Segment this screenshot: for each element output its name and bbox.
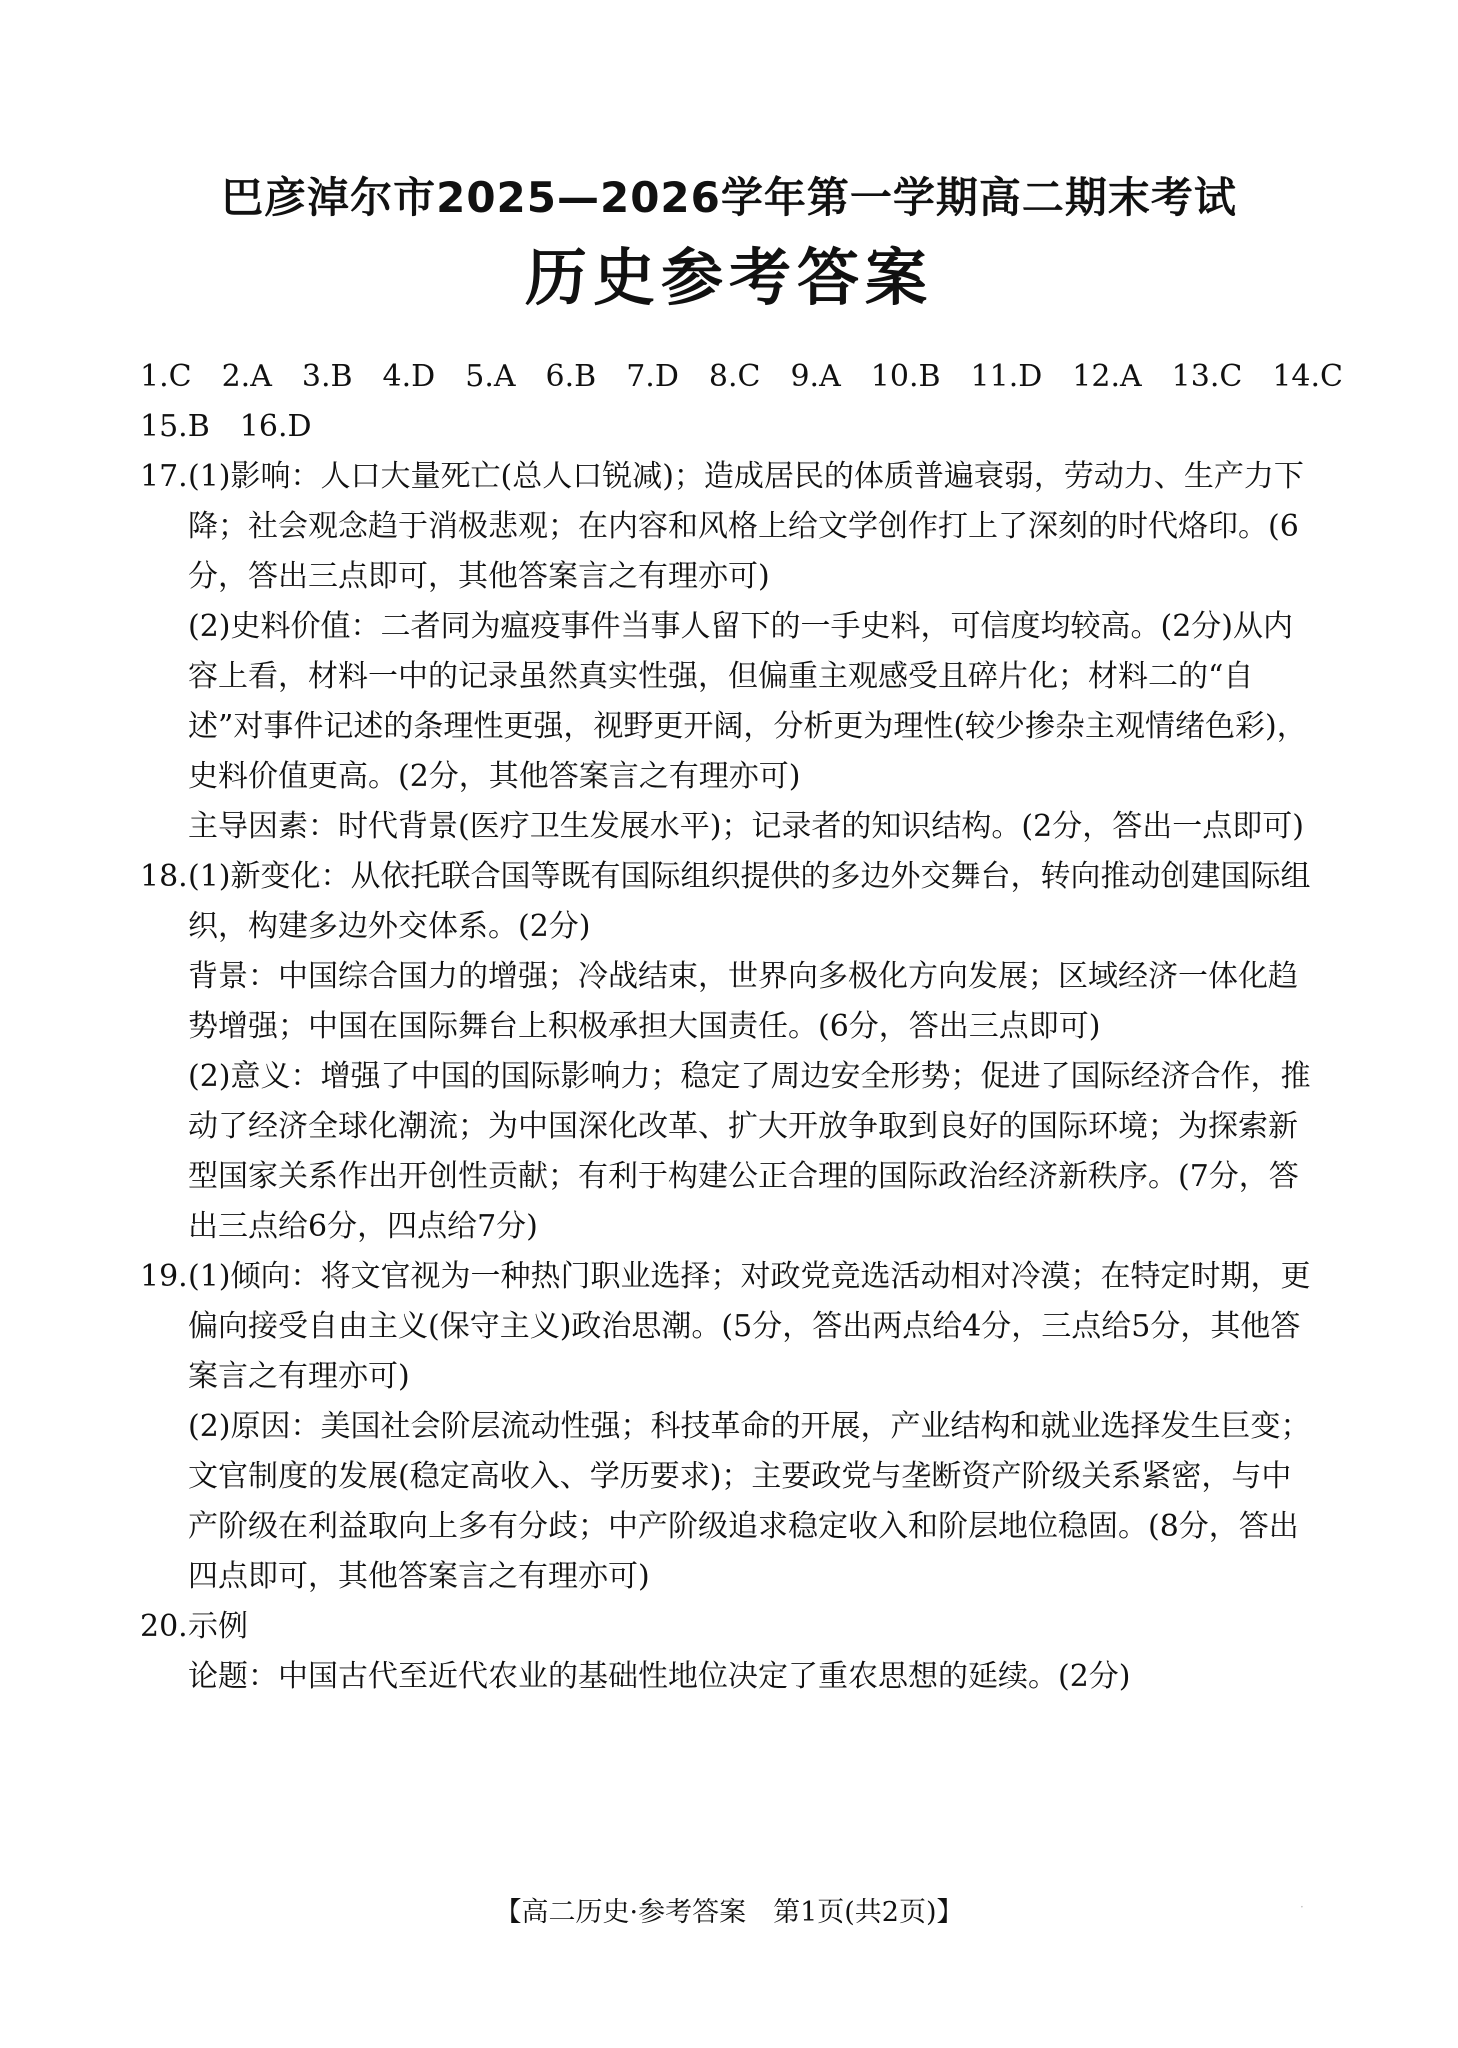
mc-answer: 14.C bbox=[1272, 359, 1344, 394]
question-18 bbox=[140, 852, 1320, 1252]
answer-paragraph: (1)倾向：将文官视为一种热门职业选择；对政党竞选活动相对冷漠；在特定时期，更偏向接受自由主义(保守主义)政治思潮。(5分，答出两点给4分，三点给5分，其他答案言之有理亦可) bbox=[188, 1259, 1311, 1394]
mc-answer: 11.D bbox=[970, 359, 1043, 394]
mc-answer: 6.B bbox=[545, 359, 597, 394]
answer-content bbox=[140, 352, 1344, 1702]
exam-title: 巴彦淖尔市2025—2026学年第一学期高二期末考试 bbox=[221, 173, 1237, 222]
page-footer: 【高二历史·参考答案 第1页(共2页)】 bbox=[494, 1897, 964, 1928]
answer-paragraph: (1)影响：人口大量死亡(总人口锐减)；造成居民的体质普遍衰弱，劳动力、生产力下降；社会观念趋于消极悲观；在内容和风格上给文学创作打上了深刻的时代烙印。(6分，答出三点即可，其他答案言之有理亦可) bbox=[188, 459, 1304, 594]
question-17 bbox=[140, 452, 1320, 852]
question-number: 18. bbox=[140, 859, 188, 894]
mc-answer: 2.A bbox=[221, 359, 272, 394]
mc-answer: 5.A bbox=[465, 359, 516, 394]
answer-paragraph: (2)意义：增强了中国的国际影响力；稳定了周边安全形势；促进了国际经济合作，推动了经济全球化潮流；为中国深化改革、扩大开放争取到良好的国际环境；为探索新型国家关系作出开创性贡献；有利于构建公正合理的国际政治经济新秩序。(7分，答出三点给6分，四点给7分) bbox=[188, 1059, 1311, 1244]
mc-answer: 10.B bbox=[870, 359, 941, 394]
answer-paragraph: (1)新变化：从依托联合国等既有国际组织提供的多边外交舞台，转向推动创建国际组织，构建多边外交体系。(2分) bbox=[188, 859, 1311, 944]
mc-answer: 4.D bbox=[382, 359, 436, 394]
mc-answers-line-1 bbox=[140, 352, 1344, 402]
subject-title: 历史参考答案 bbox=[524, 241, 933, 314]
mc-answer: 12.A bbox=[1072, 359, 1142, 394]
answer-paragraph: 主导因素：时代背景(医疗卫生发展水平)；记录者的知识结构。(2分，答出一点即可) bbox=[188, 809, 1304, 844]
question-number: 20. bbox=[140, 1609, 188, 1644]
answer-paragraph: 示例 bbox=[188, 1609, 248, 1644]
question-20 bbox=[140, 1602, 1320, 1702]
mc-answer: 3.B bbox=[301, 359, 353, 394]
mc-answer: 15.B bbox=[140, 409, 210, 444]
question-number: 17. bbox=[140, 459, 188, 494]
answer-paragraph: (2)史料价值：二者同为瘟疫事件当事人留下的一手史料，可信度均较高。(2分)从内容上看，材料一中的记录虽然真实性强，但偏重主观感受且碎片化；材料二的“自述”对事件记述的条理性更强，视野更开阔，分析更为理性(较少掺杂主观情绪色彩)，史料价值更高。(2分，其他答案言之有理亦可) bbox=[188, 609, 1307, 794]
answer-paragraph: 背景：中国综合国力的增强；冷战结束，世界向多极化方向发展；区域经济一体化趋势增强；中国在国际舞台上积极承担大国责任。(6分，答出三点即可) bbox=[188, 959, 1298, 1044]
question-19 bbox=[140, 1252, 1320, 1602]
mc-answer: 1.C bbox=[140, 359, 192, 394]
mc-answer: 16.D bbox=[239, 409, 312, 444]
mc-answer: 7.D bbox=[626, 359, 679, 394]
mc-answers-line-2 bbox=[140, 402, 1320, 452]
answer-paragraph: (2)原因：美国社会阶层流动性强；科技革命的开展，产业结构和就业选择发生巨变；文官制度的发展(稳定高收入、学历要求)；主要政党与垄断资产阶级关系紧密，与中产阶级在利益取向上多有分歧；中产阶级追求稳定收入和阶层地位稳固。(8分，答出四点即可，其他答案言之有理亦可) bbox=[188, 1409, 1311, 1594]
mc-answer: 13.C bbox=[1171, 359, 1243, 394]
scan-mark: · bbox=[1300, 1900, 1304, 1914]
question-number: 19. bbox=[140, 1259, 188, 1294]
mc-answer: 8.C bbox=[708, 359, 761, 394]
answer-paragraph: 论题：中国古代至近代农业的基础性地位决定了重农思想的延续。(2分) bbox=[188, 1659, 1131, 1694]
mc-answer: 9.A bbox=[790, 359, 841, 394]
